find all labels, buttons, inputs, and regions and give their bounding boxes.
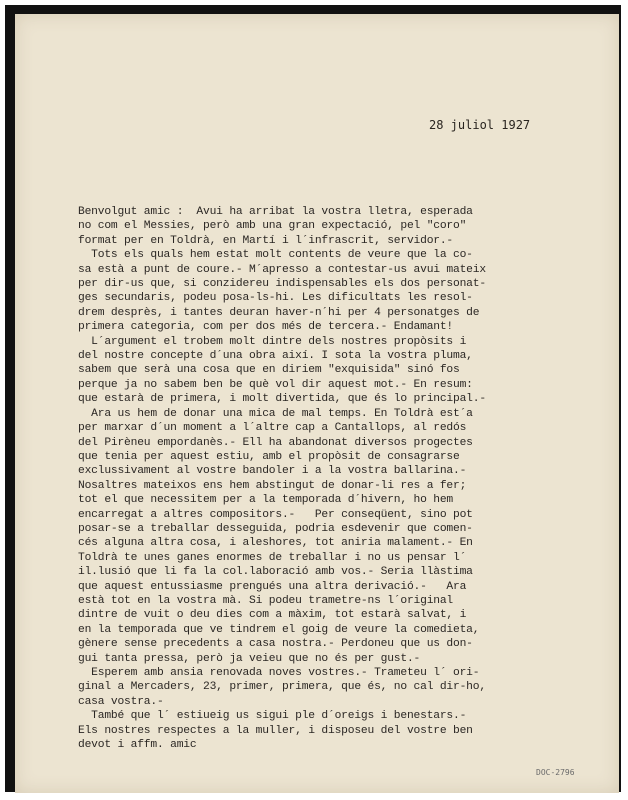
letter-line: drem desprès, i tantes deuran haver-n´hi per 4 personatges de bbox=[78, 306, 480, 319]
letter-line: que aquest entussiasme prengués una altra derivació.- Ara bbox=[78, 580, 467, 593]
letter-line: en la temporada que ve tindrem el goig de veure la comedieta, bbox=[78, 623, 480, 636]
letter-line: exclussivament al vostre bandoler i a la vostra ballarina.- bbox=[78, 465, 467, 478]
letter-line: devot i affm. amic bbox=[78, 739, 197, 752]
letter-line: que estarà de primera, i molt divertida, que és lo principal.- bbox=[78, 393, 486, 406]
letter-line: L´argument el trobem molt dintre dels nostres propòsits i bbox=[78, 335, 467, 348]
letter-line: no com el Messies, però amb una gran expectació, pel "coro" bbox=[78, 220, 467, 233]
letter-line: sabem que serà una cosa que en diriem "exquisida" sinó fos bbox=[78, 364, 460, 377]
letter-line: perque ja no sabem ben be què vol dir aquest mot.- En resum: bbox=[78, 378, 473, 391]
letter-line: per dir-us que, si conzidereu indispensables els dos personat- bbox=[78, 278, 486, 291]
letter-line: tot el que necessitem per a la temporada d´hivern, ho hem bbox=[78, 494, 454, 507]
letter-body bbox=[78, 205, 598, 752]
letter-line: casa vostra.- bbox=[78, 695, 164, 708]
letter-line: sa està a punt de coure.- M´apresso a contestar-us avui mateix bbox=[78, 263, 486, 276]
letter-line: ges secundaris, podeu posa-ls-hi. Les dificultats les resol- bbox=[78, 292, 473, 305]
letter-line: Tots els quals hem estat molt contents de veure que la co- bbox=[78, 249, 473, 262]
letter-line: que tenia per aquest estiu, amb el propòsit de consagrarse bbox=[78, 450, 460, 463]
letter-line: primera categoria, com per dos més de tercera.- Endamant! bbox=[78, 321, 454, 334]
letter-line: il.lusió que li fa la col.laboració amb vos.- Seria llàstima bbox=[78, 566, 473, 579]
letter-date: 28 juliol 1927 bbox=[429, 118, 531, 132]
letter-line: Esperem amb ansia renovada noves vostres.- Trameteu l´ ori- bbox=[78, 667, 480, 679]
letter-line: Nosaltres mateixos ens hem abstingut de donar-li res a fer; bbox=[78, 479, 467, 492]
letter-line: Els nostres respectes a la muller, i disposeu del vostre ben bbox=[78, 724, 473, 737]
letter-line: posar-se a treballar desseguida, podria esdevenir que comen- bbox=[78, 522, 473, 535]
letter-line: Ara us hem de donar una mica de mal temps. En Toldrà est´a bbox=[78, 407, 473, 420]
letter-line: per marxar d´un moment a l´altre cap a Cantallops, al redós bbox=[78, 422, 467, 435]
letter-line: També que l´ estiueig us sigui ple d´oreigs i benestars.- bbox=[78, 710, 467, 723]
archive-stamp: DOC-2796 bbox=[536, 768, 575, 777]
letter-line: format per en Toldrà, en Martí i l´infrascrit, servidor.- bbox=[78, 234, 454, 247]
letter-line: encarregat a altres compositors.- Per conseqüent, sino pot bbox=[78, 508, 473, 521]
letter-line: cés alguna altra cosa, i aleshores, tot aniria malament.- En bbox=[78, 537, 473, 550]
letter-line: està tot en la vostra mà. Si podeu trametre-ns l´original bbox=[78, 594, 454, 607]
letter-line: dintre de vuit o deu dies com a màxim, tot estarà salvat, i bbox=[78, 609, 467, 622]
letter-line: Toldrà te unes ganes enormes de treballar i no us pensar l´ bbox=[78, 551, 467, 564]
letter-line: del nostre concepte d´una obra així. I sota la vostra pluma, bbox=[78, 350, 473, 363]
letter-line: gènere sense precedents a casa nostra.- Perdoneu que us don- bbox=[78, 638, 473, 651]
letter-line: del Pirèneu empordanès.- Ell ha abandonat diversos progectes bbox=[78, 436, 473, 449]
letter-line: gui tanta pressa, però ja veieu que no és per gust.- bbox=[78, 652, 421, 665]
letter-line: Benvolgut amic : Avui ha arribat la vostra lletra, esperada bbox=[78, 206, 473, 218]
letter-line: ginal a Mercaders, 23, primer, primera, que és, no cal dir-ho, bbox=[78, 681, 486, 694]
